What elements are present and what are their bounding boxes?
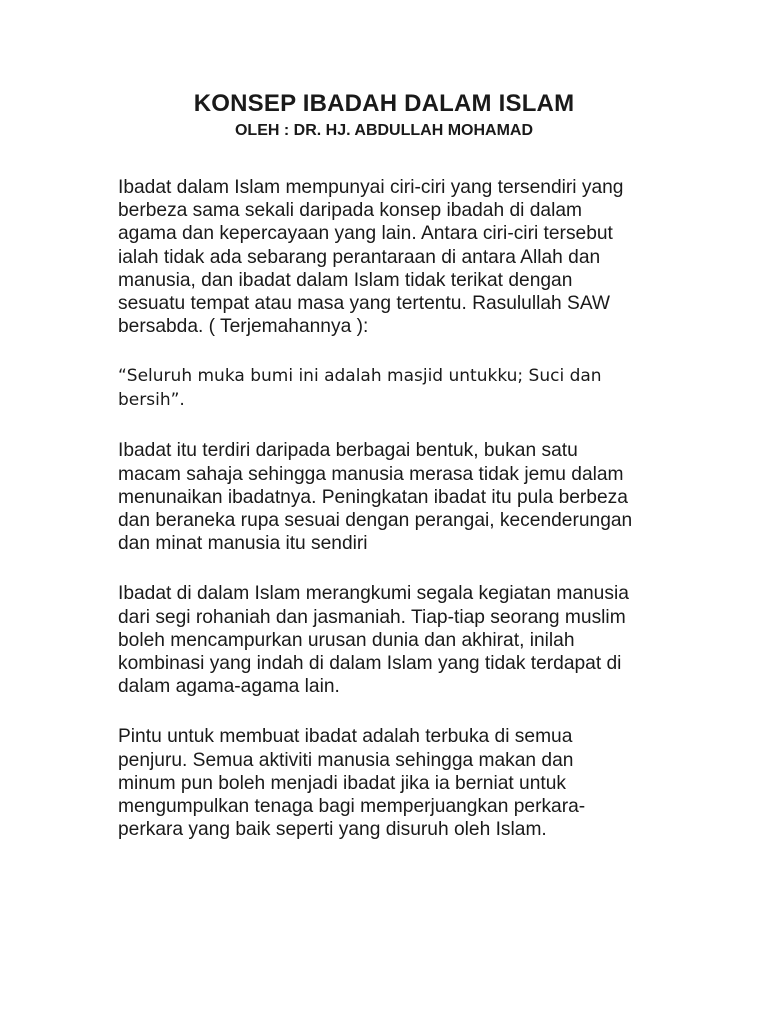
text-line: perkara yang baik seperti yang disuruh oleh Islam. xyxy=(118,819,547,841)
paragraph-intro xyxy=(118,176,658,338)
text-line: Ibadat di dalam Islam merangkumi segala kegiatan manusia xyxy=(118,583,629,605)
text-line: sesuatu tempat atau masa yang tertentu. Rasulullah SAW xyxy=(118,293,611,315)
document-body xyxy=(118,176,658,841)
text-line: menunaikan ibadatnya. Peningkatan ibadat itu pula berbeza xyxy=(118,486,628,508)
text-line: bersabda. ( Terjemahannya ): xyxy=(118,316,369,338)
text-line: Ibadat dalam Islam mempunyai ciri-ciri yang tersendiri yang xyxy=(118,177,624,198)
text-line: bersih”. xyxy=(118,389,185,410)
text-line: “Seluruh muka bumi ini adalah masjid untukku; Suci dan xyxy=(118,366,602,387)
text-line: boleh mencampurkan urusan dunia dan akhirat, inilah xyxy=(118,629,575,651)
paragraph-quote xyxy=(118,365,658,412)
paragraph-forms xyxy=(118,439,658,555)
text-line: macam sahaja sehingga manusia merasa tidak jemu dalam xyxy=(118,463,624,485)
paragraph-door xyxy=(118,725,658,841)
text-line: dan minat manusia itu sendiri xyxy=(118,533,368,555)
text-line: minum pun boleh menjadi ibadat jika ia berniat untuk xyxy=(118,772,566,794)
paragraph-scope xyxy=(118,582,658,698)
text-line: dalam agama-agama lain. xyxy=(118,676,340,698)
document-title: KONSEP IBADAH DALAM ISLAM xyxy=(193,90,575,117)
text-line: mengumpulkan tenaga bagi memperjuangkan perkara- xyxy=(118,796,586,818)
text-line: penjuru. Semua aktiviti manusia sehingga makan dan xyxy=(118,749,574,771)
text-line: agama dan kepercayaan yang lain. Antara ciri-ciri tersebut xyxy=(118,223,613,245)
text-line: Ibadat itu terdiri daripada berbagai bentuk, bukan satu xyxy=(118,440,578,462)
text-line: ialah tidak ada sebarang perantaraan di antara Allah dan xyxy=(118,246,601,268)
text-line: Pintu untuk membuat ibadat adalah terbuka di semua xyxy=(118,726,573,748)
text-line: kombinasi yang indah di dalam Islam yang tidak terdapat di xyxy=(118,653,622,675)
document-author: OLEH : DR. HJ. ABDULLAH MOHAMAD xyxy=(234,122,534,139)
text-line: manusia, dan ibadat dalam Islam tidak terikat dengan xyxy=(118,269,573,291)
text-line: dan beraneka rupa sesuai dengan perangai, kecenderungan xyxy=(118,510,633,532)
text-line: berbeza sama sekali daripada konsep ibadah di dalam xyxy=(118,200,582,222)
text-line: dari segi rohaniah dan jasmaniah. Tiap-tiap seorang muslim xyxy=(118,606,626,628)
